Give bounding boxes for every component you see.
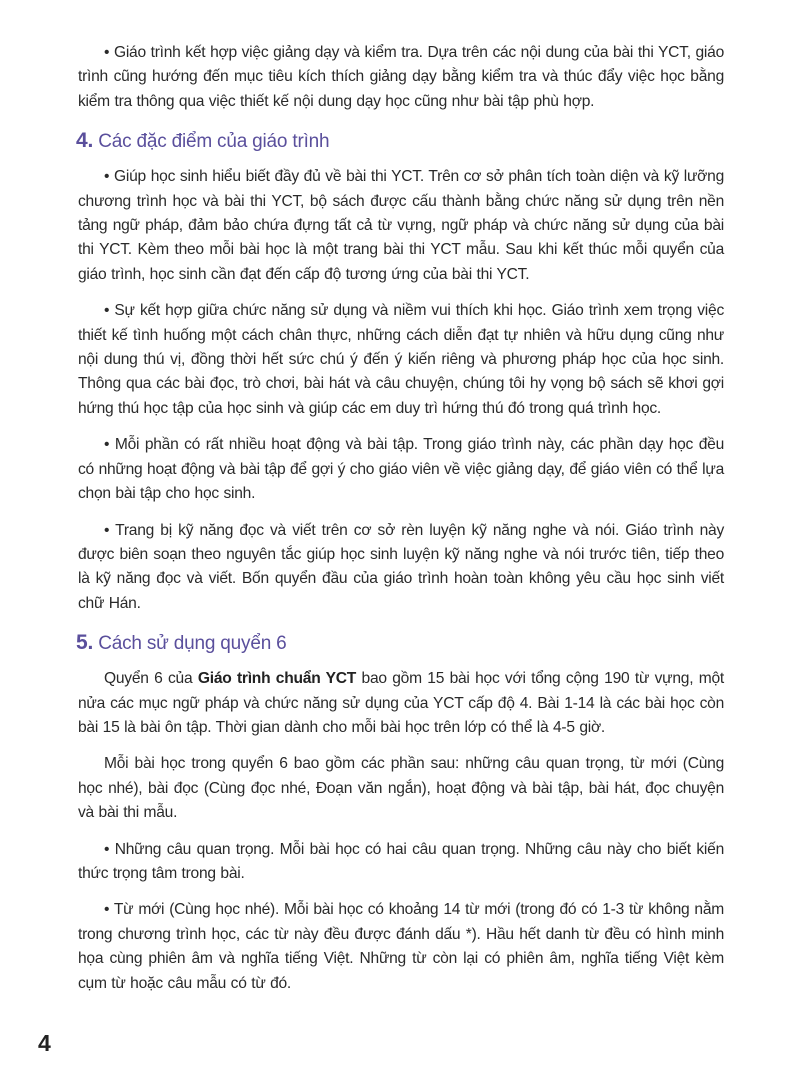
section-4-paragraph: • Giúp học sinh hiểu biết đầy đủ về bài thi YCT. Trên cơ sở phân tích toàn diện và kỹ lưỡng chương trình học và bài thi YCT, bộ sách được cấu thành bằng chức năng sử dụng trên nền tảng ngữ pháp, đảm bảo chứa đựng tất cả từ vựng, ngữ pháp và chức năng sử dụng của bài thi YCT. Kèm theo mỗi bài học là một trang bài thi YCT mẫu. Sau khi kết thúc mỗi quyển của giáo trình, học sinh cần đạt đến cấp độ tương ứng của bài thi YCT. [78,168,724,283]
section-4-heading [76,128,724,155]
text-run: Quyển 6 của [104,670,198,688]
section-5-paragraph: • Những câu quan trọng. Mỗi bài học có hai câu quan trọng. Những câu này cho biết kiến thức trọng tâm trong bài. [78,840,724,882]
page-content [78,41,724,1008]
section-5-paragraph: • Từ mới (Cùng học nhé). Mỗi bài học có khoảng 14 từ mới (trong đó có 1-3 từ không nằm trong chương trình học, các từ này đều được đánh dấu *). Hầu hết danh từ đều có hình minh họa cùng phiên âm và nghĩa tiếng Việt. Những từ còn lại có phiên âm, nghĩa tiếng Việt kèm cụm từ hoặc câu mẫu có từ đó. [78,901,724,992]
book-title-bold: Giáo trình chuẩn YCT [197,670,357,688]
section-5-paragraph: Mỗi bài học trong quyển 6 bao gồm các phần sau: những câu quan trọng, từ mới (Cùng học nhé), bài đọc (Cùng đọc nhé, Đoạn văn ngắn), hoạt động và bài tập, bài hát, đọc chuyện và bài thi mẫu. [78,755,724,822]
section-5-title: Cách sử dụng quyển 6 [98,633,287,655]
section-4-paragraph: • Trang bị kỹ năng đọc và viết trên cơ sở rèn luyện kỹ năng nghe và nói. Giáo trình này được biên soạn theo nguyên tắc giúp học sinh luyện kỹ năng nghe và nói trước tiên, tiếp theo là kỹ năng đọc và viết. Bốn quyển đầu của giáo trình hoàn toàn không yêu cầu học sinh viết chữ Hán. [78,521,724,612]
section-5-intro-paragraph [78,667,724,740]
page-number: 4 [38,1030,51,1056]
section-4-title: Các đặc điểm của giáo trình [98,131,330,153]
section-5-number: 5. [76,631,94,655]
section-4-number: 4. [76,129,94,153]
text-run: bao gồm 15 bài học với tổng cộng 190 từ vựng, một nửa các mục ngữ pháp và chức năng sử dụng của YCT cấp độ 4. Bài 1-14 là các bài học còn bài 15 là bài ôn tập. Thời gian dành cho mỗi bài học trên lớp có thể là 4-5 giờ. [78,670,724,736]
section-4-paragraph: • Sự kết hợp giữa chức năng sử dụng và niềm vui thích khi học. Giáo trình xem trọng việc thiết kế tình huống một cách chân thực, những cách diễn đạt tự nhiên và hữu dụng cũng như nội dung thú vị, đồng thời hết sức chú ý đến ý kiến riêng và phương pháp học của học sinh. Thông qua các bài đọc, trò chơi, bài hát và câu chuyện, chúng tôi hy vọng bộ sách sẽ khơi gợi hứng thú học tập của học sinh và giúp các em duy trì hứng thú đó trong quá trình học. [78,302,724,417]
section-4-paragraph: • Mỗi phần có rất nhiều hoạt động và bài tập. Trong giáo trình này, các phần dạy học đều có những hoạt động và bài tập để gợi ý cho giáo viên về việc giảng dạy, để giáo viên có thể lựa chọn bài tập cho học sinh. [78,436,724,503]
section-5-heading [76,630,724,657]
intro-paragraph: • Giáo trình kết hợp việc giảng dạy và kiểm tra. Dựa trên các nội dung của bài thi YCT, giáo trình cũng hướng đến mục tiêu kích thích giảng dạy bằng kiểm tra và thúc đẩy việc học bằng kiểm tra thông qua việc thiết kế nội dung dạy học cũng như bài tập phù hợp. [78,44,724,110]
